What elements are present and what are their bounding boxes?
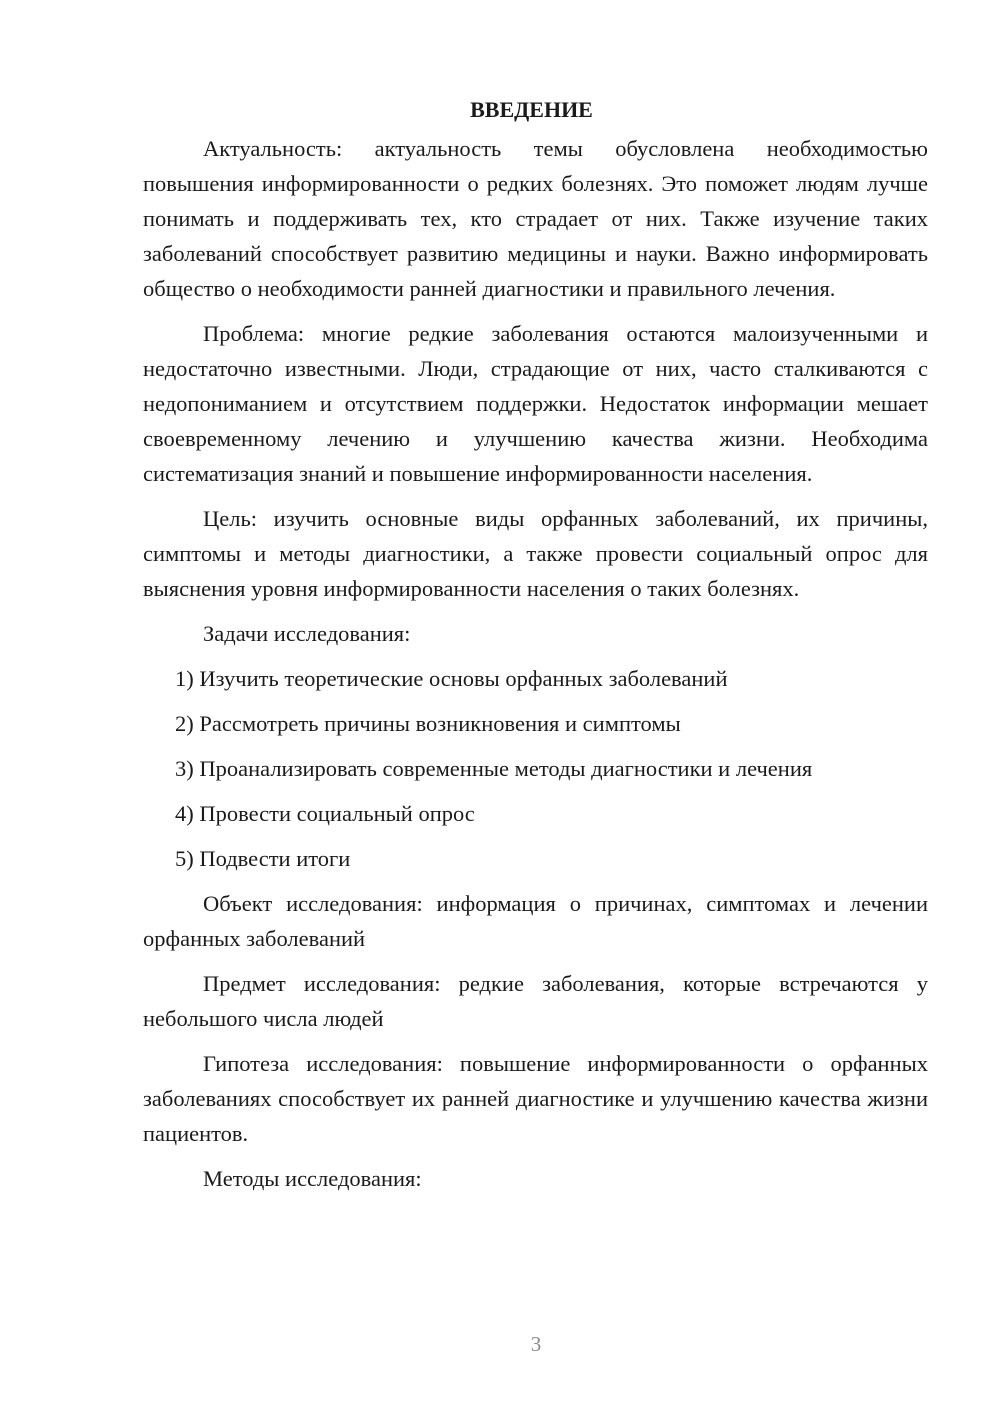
tasks-label: Задачи исследования: — [203, 621, 411, 646]
goal-paragraph: Цель: изучить основные виды орфанных заболеваний, их причины, симптомы и методы диагностики, а также провести социальный опрос для выяснения уровня информированности населения о таких болезнях. — [143, 506, 928, 601]
task-item: 3) Проанализировать современные методы диагностики и лечения — [175, 756, 813, 781]
problem-paragraph: Проблема: многие редкие заболевания остаются малоизученными и недостаточно известными. Люди, страдающие от них, часто сталкиваются с недопониманием и отсутствием поддержки. Недостаток информации мешает своевременному лечению и улучшению качества жизни. Необходима систематизация знаний и повышение информированности населения. — [143, 321, 928, 486]
methods-label: Методы исследования: — [203, 1166, 422, 1191]
section-title — [143, 92, 928, 127]
subject-paragraph: Предмет исследования: редкие заболевания, которые встречаются у небольшого числа людей — [143, 971, 928, 1031]
page-number: 3 — [530, 1332, 542, 1356]
section-title-text: ВВЕДЕНИЕ — [470, 97, 593, 122]
page-content — [143, 92, 928, 1206]
hypothesis-paragraph: Гипотеза исследования: повышение информированности о орфанных заболеваниях способствует их ранней диагностике и улучшению качества жизни пациентов. — [143, 1051, 928, 1146]
task-item: 2) Рассмотреть причины возникновения и симптомы — [175, 711, 681, 736]
tasks-list — [143, 661, 928, 876]
task-item: 4) Провести социальный опрос — [175, 801, 475, 826]
task-item: 5) Подвести итоги — [175, 846, 351, 871]
object-paragraph: Объект исследования: информация о причинах, симптомах и лечении орфанных заболеваний — [143, 891, 928, 951]
task-item: 1) Изучить теоретические основы орфанных заболеваний — [175, 666, 728, 691]
relevance-paragraph: Актуальность: актуальность темы обусловлена необходимостью повышения информированности о редких болезнях. Это поможет людям лучше понимать и поддерживать тех, кто страдает от них. Также изучение таких заболеваний способствует развитию медицины и науки. Важно информировать общество о необходимости ранней диагностики и правильного лечения. — [143, 136, 928, 301]
